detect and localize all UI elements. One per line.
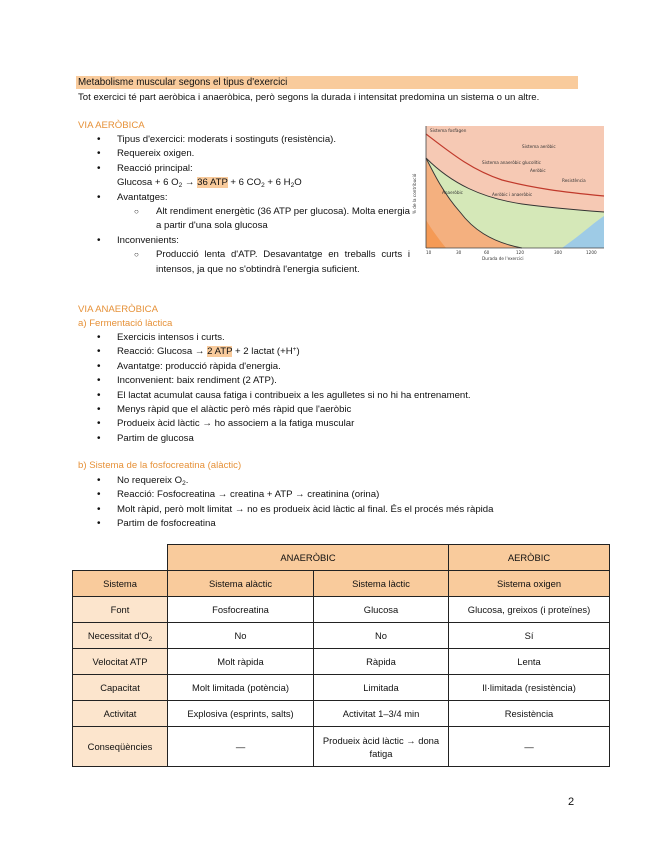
table-cell: No [314, 623, 449, 649]
row-label: Font [73, 597, 168, 623]
row-label-sub: 2 [148, 636, 153, 643]
page-number: 2 [568, 796, 575, 808]
item-text: Requereix oxigen. [117, 148, 195, 160]
table-cell: Explosiva (esprints, salts) [168, 701, 314, 727]
list-item [78, 432, 598, 446]
table-blank-cell [73, 545, 168, 571]
phosphocreatine-list [78, 474, 618, 532]
table-cell: Resistència [449, 701, 610, 727]
item-text: Avantatges: [117, 191, 168, 203]
group-anaerobic: ANAERÒBIC [168, 545, 449, 571]
phosphocreatine-heading: b) Sistema de la fosfocreatina (alàctic) [78, 460, 242, 471]
fig-label-glycolytic: Sistema anaeròbic glucolític [482, 160, 541, 165]
item-text: No requereix O [117, 475, 183, 486]
table-row [73, 597, 610, 623]
sub-list-item [78, 205, 410, 234]
table-cell: Glucosa, greixos (i proteïnes) [449, 597, 610, 623]
item-text: El lactat acumulat causa fatiga i contribueix a les agulletes si no hi ha entrenament. [117, 389, 471, 401]
anaerobic-heading: VIA ANAERÒBICA [78, 304, 158, 315]
energy-chart-svg [412, 124, 608, 262]
table-row [73, 623, 610, 649]
list-item [78, 162, 410, 176]
item-text: ) [296, 346, 300, 358]
table-cell: Glucosa [314, 597, 449, 623]
list-item [78, 474, 618, 488]
list-item [78, 403, 598, 417]
table-cell: Ràpida [314, 649, 449, 675]
table-row [73, 675, 610, 701]
eq-sub: 2 [290, 182, 295, 190]
row-label: Conseqüències [73, 727, 168, 767]
list-item [78, 488, 618, 502]
group-aerobic: AERÒBIC [449, 545, 610, 571]
row-label-text: Necessitat d'O [87, 630, 149, 641]
fig-tick: 10 [426, 250, 432, 255]
item-text: Exercicis intensos i curts. [117, 332, 225, 343]
table-cell: — [168, 727, 314, 767]
list-item [78, 234, 410, 248]
section-title: Metabolisme muscular segons el tipus d'exercici [76, 76, 578, 89]
comparison-table [72, 544, 610, 767]
aerobic-heading: VIA AERÒBICA [78, 120, 145, 131]
row-label: Velocitat ATP [73, 649, 168, 675]
table-cell: Molt ràpida [168, 649, 314, 675]
item-text: Tipus d'exercici: moderats i sostinguts (resistència). [117, 134, 337, 145]
list-item [78, 360, 598, 374]
row-label: Activitat [73, 701, 168, 727]
item-text: Partim de glucosa [117, 432, 194, 444]
row-label: Capacitat [73, 675, 168, 701]
item-text: Partim de fosfocreatina [117, 518, 216, 530]
item-text: . [185, 475, 189, 486]
table-cell: Fosfocreatina [168, 597, 314, 623]
item-text: Alt rendiment energètic (36 ATP per glucosa). Molta energia a partir d'una sola glucosa [156, 206, 411, 232]
item-sub: 2 [182, 480, 186, 487]
table-row [73, 727, 610, 767]
list-item [78, 374, 598, 388]
intro-paragraph: Tot exercici té part aeròbica i anaeròbica, però segons la durada i intensitat predomina un sistema o un altre. [78, 92, 540, 103]
fig-label-resistance: Resistència [562, 178, 586, 183]
eq-part: O [294, 177, 302, 189]
table-group-header [73, 545, 610, 571]
fig-tick: 30 [456, 250, 462, 255]
fig-tick: 300 [554, 250, 562, 255]
eq-sub: 2 [261, 182, 265, 190]
fig-label-aerobic-system: Sistema aeròbic [522, 144, 556, 149]
header-cell: Sistema [73, 571, 168, 597]
fig-xlabel: Durada de l'exercici [482, 256, 524, 261]
list-item [78, 417, 598, 431]
item-text: Reacció principal: [117, 162, 193, 174]
fig-tick: 120 [516, 250, 524, 255]
item-text: Molt ràpid, però molt limitat → no es produeix àcid làctic al final. És el procés més ràpida [117, 503, 494, 515]
table-row [73, 701, 610, 727]
eq-part: + 6 CO [227, 177, 262, 189]
eq-highlight: 36 ATP [197, 177, 228, 189]
item-text: Inconvenients: [117, 234, 179, 246]
item-text: Reacció: Fosfocreatina → creatina + ATP → creatinina (orina) [117, 489, 380, 501]
table-cell: — [449, 727, 610, 767]
table-cell: Activitat 1–3/4 min [314, 701, 449, 727]
eq-part: Glucosa + 6 O [117, 177, 179, 189]
lactic-section [78, 331, 598, 446]
list-item [78, 331, 598, 345]
eq-sub: 2 [178, 182, 183, 190]
sub-list-item [78, 248, 410, 277]
eq-part: → [182, 177, 198, 189]
header-cell: Sistema làctic [314, 571, 449, 597]
list-item [78, 503, 618, 517]
phosphocreatine-section [78, 474, 618, 532]
table-cell: Produeix àcid làctic → dona fatiga [314, 727, 449, 767]
fig-tick: 60 [484, 250, 490, 255]
aerobic-section [78, 133, 410, 277]
fig-ylabel: % de la contribució [412, 173, 417, 214]
fig-label-mixed: Aeròbic i anaeròbic [492, 192, 533, 197]
table-cell: Il·limitada (resistència) [449, 675, 610, 701]
row-label [73, 623, 168, 649]
table-cell: Lenta [449, 649, 610, 675]
header-cell: Sistema alàctic [168, 571, 314, 597]
aerobic-list [78, 133, 410, 277]
list-item [78, 191, 410, 205]
table-cell: Sí [449, 623, 610, 649]
item-text: + 2 lactat (+H [232, 346, 293, 358]
list-item [78, 389, 598, 403]
list-item [78, 133, 410, 147]
fig-label-phosphagen: Sistema fosfàgen [430, 128, 467, 133]
item-text: Produeix àcid làctic → ho associem a la fatiga muscular [117, 418, 355, 430]
lactic-heading: a) Fermentació làctica [78, 318, 173, 329]
table-row [73, 649, 610, 675]
fig-label-aerobic: Aeròbic [530, 168, 546, 173]
table-cell: Molt limitada (potència) [168, 675, 314, 701]
header-cell: Sistema oxigen [449, 571, 610, 597]
item-highlight: 2 ATP [207, 346, 233, 358]
item-text: Menys ràpid que el alàctic però més ràpid que l'aeròbic [117, 404, 352, 416]
energy-systems-figure [412, 124, 608, 262]
list-item [78, 345, 598, 359]
item-text: Producció lenta d'ATP. Desavantatge en treballs curts i intensos, ja que no s'obtindrà l'energia suficient. [156, 249, 410, 275]
table-header-row [73, 571, 610, 597]
item-sup: + [292, 346, 297, 354]
item-text: Avantatge: producció ràpida d'energia. [117, 360, 281, 372]
list-item [78, 147, 410, 161]
aerobic-equation [78, 176, 410, 190]
table-cell: Limitada [314, 675, 449, 701]
fig-label-anaerobic: Anaeròbic [442, 190, 463, 195]
eq-part: + 6 H [264, 177, 291, 189]
table-cell: No [168, 623, 314, 649]
item-text: Inconvenient: baix rendiment (2 ATP). [117, 375, 277, 387]
lactic-list [78, 331, 598, 446]
fig-tick: 1200 [586, 250, 597, 255]
list-item [78, 517, 618, 531]
item-text: Reacció: Glucosa → [117, 346, 208, 358]
